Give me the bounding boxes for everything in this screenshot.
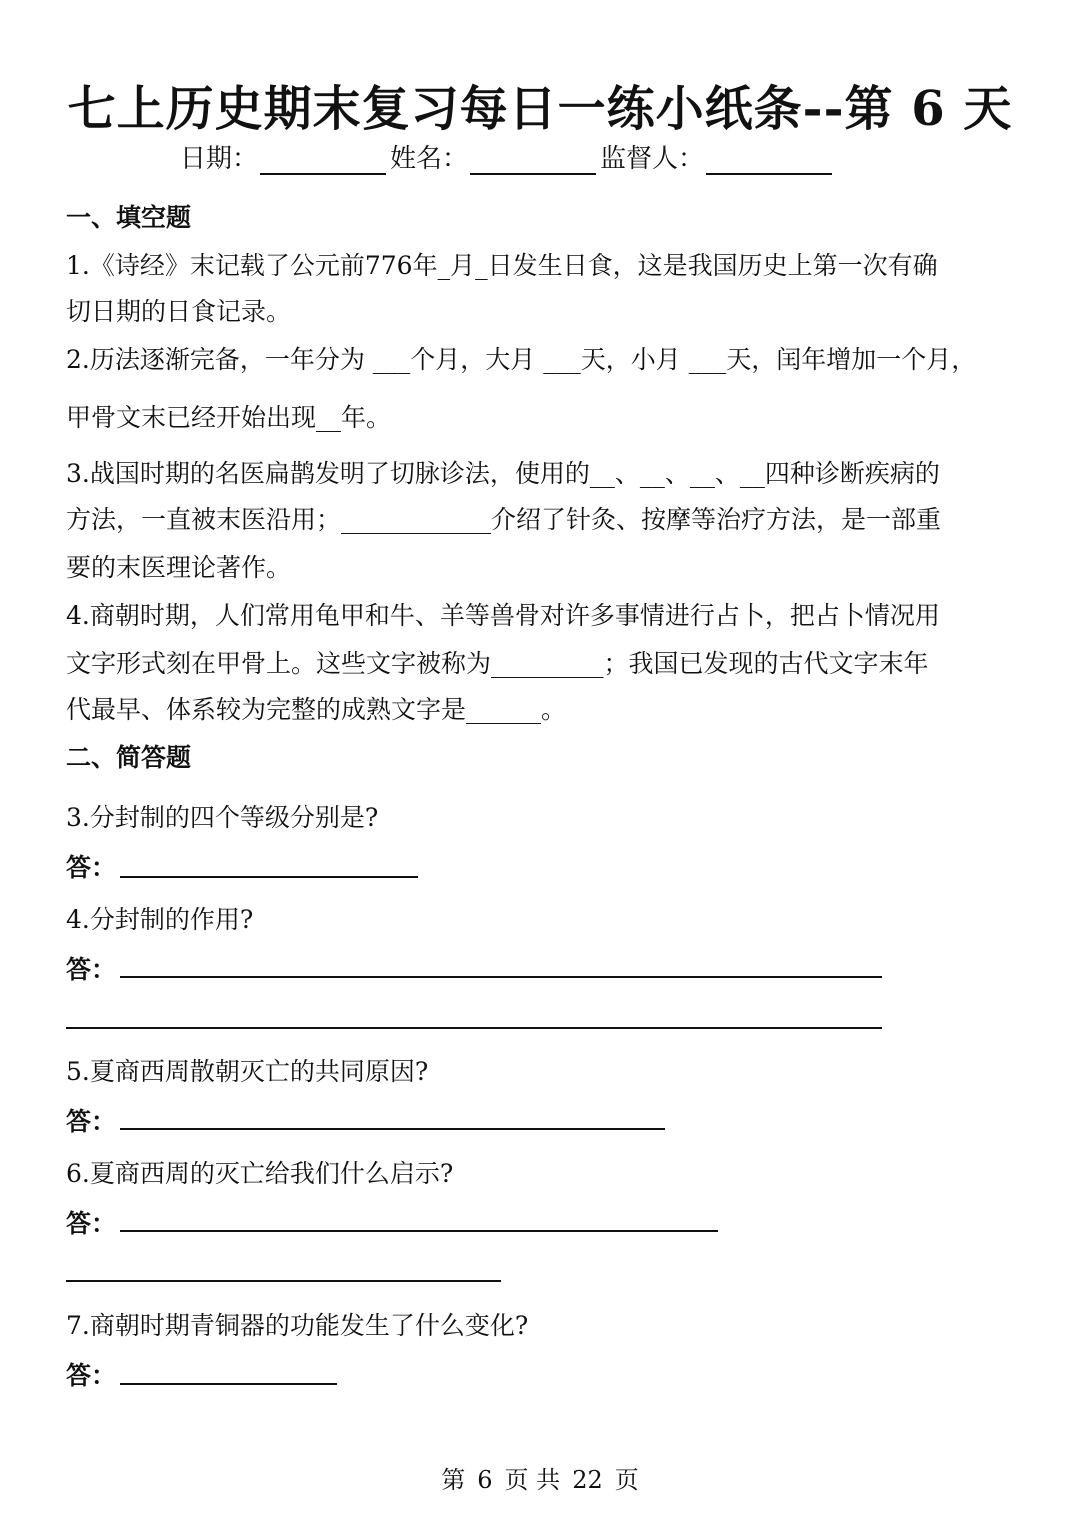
page-title: 七上历史期末复习每日一练小纸条--第 6 天 (67, 81, 1013, 137)
name-label: 姓名： (390, 144, 469, 174)
name-blank[interactable] (470, 145, 596, 175)
footer-suffix: 页 (614, 1466, 639, 1494)
answer-line[interactable] (120, 1230, 718, 1232)
answer-label: 答： (66, 1107, 117, 1136)
date-label: 日期： (180, 144, 259, 174)
date-blank[interactable] (260, 145, 386, 175)
question-3: 3.分封制的四个等级分别是? (66, 803, 379, 832)
answer-line[interactable] (120, 1128, 665, 1130)
page-footer (0, 1460, 1080, 1495)
answer-line[interactable] (120, 1383, 337, 1385)
question-4: 4.分封制的作用? (66, 905, 254, 934)
fill-in-line: 代最早、体系较为完整的成熟文字是______。 (66, 695, 567, 724)
section-heading-fill-in: 一、填空题 (66, 203, 192, 232)
fill-in-line: 2.历法逐渐完备，一年分为 ___个月，大月 ___天，小月 ___天，闰年增加一个月， (66, 345, 977, 374)
answer-label: 答： (66, 853, 117, 882)
answer-label: 答： (66, 1209, 117, 1238)
header-fields (180, 138, 836, 175)
section-heading-short-answer: 二、简答题 (66, 743, 192, 772)
question-7: 7.商朝时期青铜器的功能发生了什么变化? (66, 1311, 529, 1340)
question-6: 6.夏商西周的灭亡给我们什么启示? (66, 1159, 454, 1188)
fill-in-line: 1.《诗经》末记载了公元前776年_月_日发生日食，这是我国历史上第一次有确 (66, 251, 938, 280)
footer-total-pages: 22 (572, 1466, 603, 1494)
fill-in-line: 3.战国时期的名医扁鹊发明了切脉诊法，使用的__、__、__、__四种诊断疾病的 (66, 459, 940, 488)
fill-in-line: 4.商朝时期，人们常用龟甲和牛、羊等兽骨对许多事情进行占卜，把占卜情况用 (66, 601, 940, 630)
answer-label: 答： (66, 955, 117, 984)
answer-line[interactable] (66, 1280, 501, 1282)
footer-prefix: 第 (441, 1466, 466, 1494)
fill-in-line: 切日期的日食记录。 (66, 297, 292, 326)
answer-line[interactable] (120, 876, 418, 878)
answer-line[interactable] (120, 976, 882, 978)
footer-page-number: 6 (477, 1466, 493, 1494)
answer-line[interactable] (66, 1027, 882, 1029)
fill-in-line: 甲骨文末已经开始出现__年。 (66, 403, 392, 432)
supervisor-label: 监督人： (600, 144, 705, 174)
footer-middle: 页 共 (504, 1466, 561, 1494)
supervisor-blank[interactable] (706, 145, 832, 175)
question-5: 5.夏商西周散朝灭亡的共同原因? (66, 1057, 429, 1086)
fill-in-line: 文字形式刻在甲骨上。这些文字被称为_________；我国已发现的古代文字末年 (66, 649, 929, 678)
fill-in-line: 要的末医理论著作。 (66, 553, 292, 582)
answer-label: 答： (66, 1361, 117, 1390)
fill-in-line: 方法，一直被末医沿用；____________介绍了针灸、按摩等治疗方法，是一部重 (66, 505, 942, 534)
